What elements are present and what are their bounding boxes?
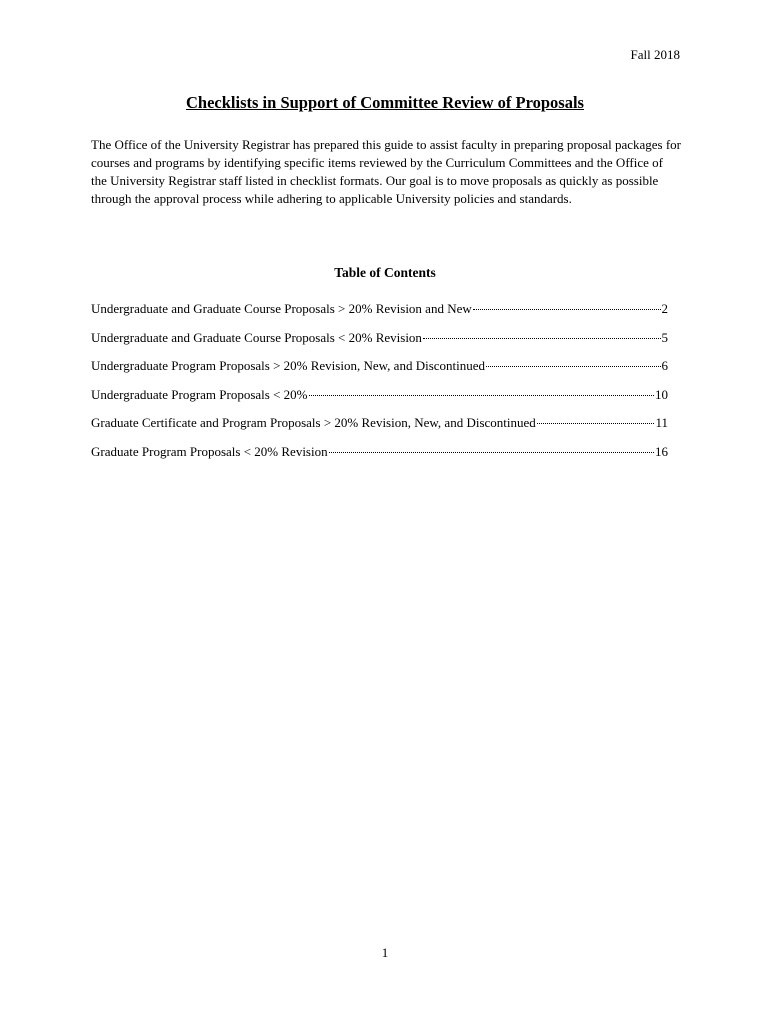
toc-dot-leader bbox=[486, 352, 660, 367]
toc-dot-leader bbox=[423, 324, 661, 339]
toc-entry[interactable] bbox=[91, 327, 668, 345]
toc-entry[interactable] bbox=[91, 355, 668, 373]
intro-paragraph: The Office of the University Registrar has prepared this guide to assist faculty in preparing proposal packages for courses and programs by identifying specific items reviewed by the Curriculum Committees and the Office of the University Registrar staff listed in checklist formats. Our goal is to move proposals as quickly as possible through the approval process while adhering to applicable University policies and standards. bbox=[91, 137, 681, 206]
toc-entry-page: 2 bbox=[661, 301, 668, 316]
toc-entry[interactable] bbox=[91, 412, 668, 430]
toc-entry-label: Undergraduate Program Proposals < 20% bbox=[91, 386, 308, 402]
page-number: 1 bbox=[381, 945, 389, 960]
toc-entry-label: Graduate Certificate and Program Proposals > 20% Revision, New, and Discontinued bbox=[91, 415, 536, 431]
toc-entry-page: 11 bbox=[655, 415, 668, 431]
toc-entry-page: 6 bbox=[661, 358, 668, 374]
toc-entry[interactable] bbox=[91, 441, 668, 459]
toc-entry[interactable] bbox=[91, 298, 668, 316]
toc-entry-label: Undergraduate and Graduate Course Proposals > 20% Revision and New bbox=[91, 301, 472, 316]
toc-entry-page: 16 bbox=[655, 443, 668, 459]
header-term: Fall 2018 bbox=[630, 47, 680, 62]
toc-dot-leader bbox=[473, 295, 661, 310]
toc-heading: Table of Contents bbox=[334, 265, 436, 280]
toc-entry-label: Undergraduate Program Proposals > 20% Revision, New, and Discontinued bbox=[91, 358, 486, 374]
toc-dot-leader bbox=[329, 438, 654, 453]
table-of-contents bbox=[91, 298, 668, 470]
toc-entry-page: 5 bbox=[661, 329, 668, 345]
toc-dot-leader bbox=[309, 381, 655, 396]
document-title: Checklists in Support of Committee Review of Proposals bbox=[186, 93, 584, 112]
toc-entry[interactable] bbox=[91, 384, 668, 402]
toc-dot-leader bbox=[537, 409, 655, 424]
toc-entry-page: 10 bbox=[655, 386, 668, 402]
toc-entry-label: Undergraduate and Graduate Course Proposals < 20% Revision bbox=[91, 329, 422, 345]
toc-entry-label: Graduate Program Proposals < 20% Revision bbox=[91, 443, 328, 459]
